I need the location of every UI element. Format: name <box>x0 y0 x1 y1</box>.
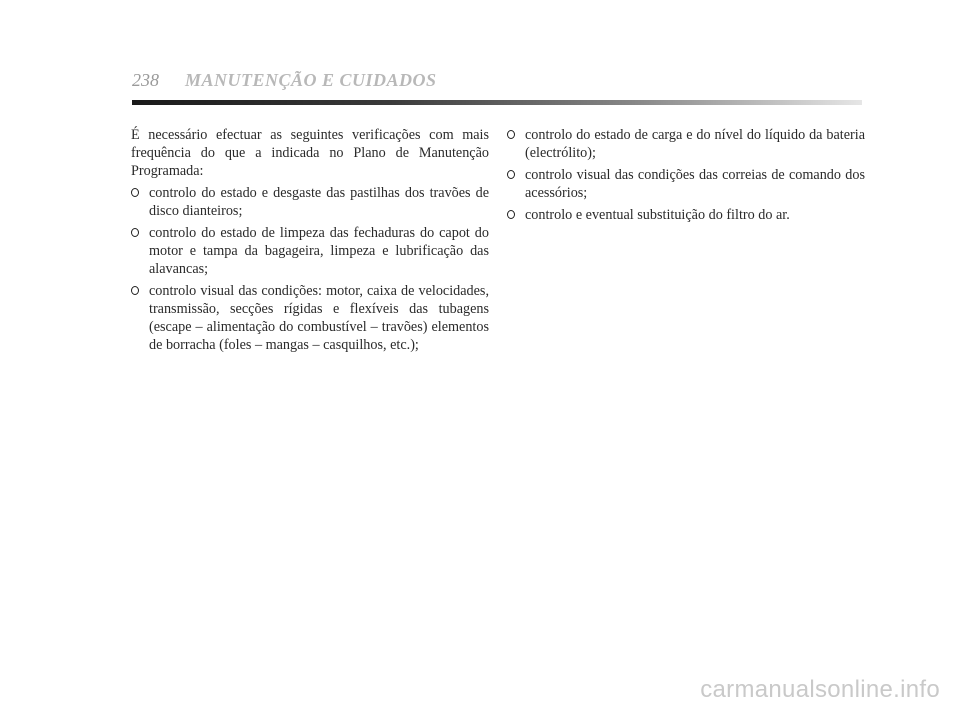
circle-bullet-icon <box>507 170 515 179</box>
section-title: MANUTENÇÃO E CUIDADOS <box>185 70 437 90</box>
list-item <box>131 184 489 220</box>
list-item-text: controlo visual das condições das correias de comando dos acessórios; <box>525 167 865 201</box>
circle-bullet-icon <box>131 286 139 295</box>
circle-bullet-icon <box>507 210 515 219</box>
circle-bullet-icon <box>507 130 515 139</box>
list-item-text: controlo do estado de limpeza das fechaduras do capot do motor e tampa da bagageira, limpeza e lubrificação das alavancas; <box>149 225 489 277</box>
left-check-list <box>131 184 489 354</box>
list-item <box>131 282 489 354</box>
list-item-text: controlo e eventual substituição do filtro do ar. <box>525 207 790 223</box>
watermark: carmanualsonline.info <box>700 676 940 703</box>
left-column <box>131 126 489 358</box>
list-item-text: controlo visual das condições: motor, caixa de velocidades, transmissão, secções rígidas e flexíveis das tubagens (escape – alimentação do combustível – travões) elementos de borracha (foles – mangas – casquilhos, etc.); <box>149 283 489 353</box>
intro-paragraph: É necessário efectuar as seguintes verificações com mais frequência do que a indicada no Plano de Manutenção Programada: <box>131 127 489 179</box>
circle-bullet-icon <box>131 228 139 237</box>
list-item-text: controlo do estado e desgaste das pastilhas dos travões de disco dianteiros; <box>149 185 489 219</box>
list-item <box>507 206 865 224</box>
right-check-list <box>507 126 865 224</box>
circle-bullet-icon <box>131 188 139 197</box>
list-item <box>507 126 865 162</box>
list-item <box>131 224 489 278</box>
list-item <box>507 166 865 202</box>
list-item-text: controlo do estado de carga e do nível do líquido da bateria (electrólito); <box>525 127 865 161</box>
page-header <box>132 70 862 94</box>
header-divider <box>132 100 862 105</box>
page-number: 238 <box>132 70 159 90</box>
right-column <box>507 126 865 228</box>
